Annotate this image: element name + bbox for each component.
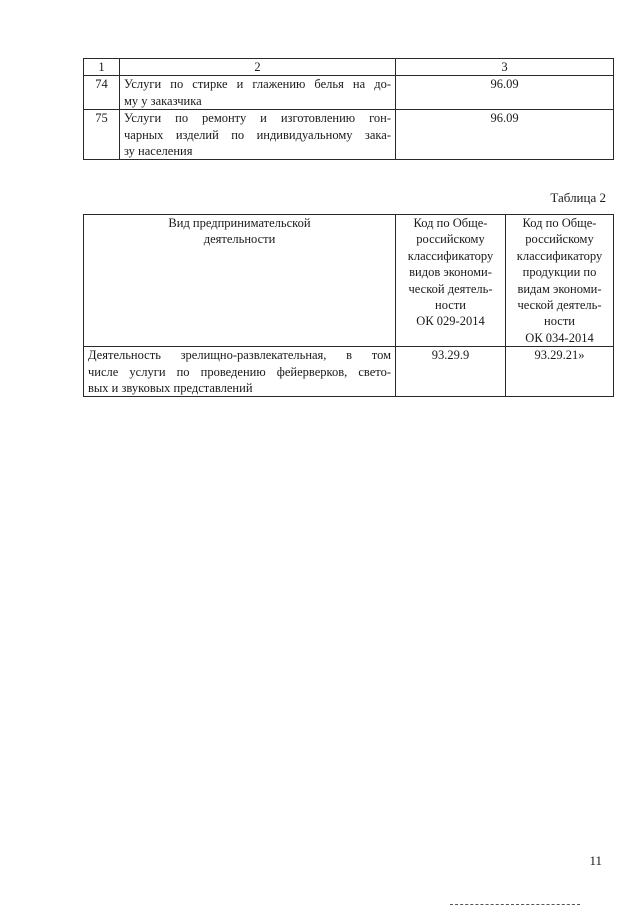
row-number: 74 bbox=[84, 76, 120, 110]
okpd-code: 93.29.21» bbox=[506, 347, 614, 397]
table-header-row bbox=[84, 59, 614, 76]
header-activity bbox=[84, 215, 396, 347]
service-name-line: Услуги по ремонту и изготовлению гон- bbox=[124, 111, 391, 126]
header-okved bbox=[396, 215, 506, 347]
header-okpd bbox=[506, 215, 614, 347]
header-line: Код по Обще- bbox=[522, 216, 597, 230]
header-line: классификатору bbox=[516, 248, 603, 263]
activity-name bbox=[84, 347, 396, 397]
header-line: ческой деятель- bbox=[517, 298, 602, 313]
service-name-line: Услуги по стирке и глажению белья на до- bbox=[124, 77, 391, 92]
table-row bbox=[84, 110, 614, 160]
row-number: 75 bbox=[84, 110, 120, 160]
service-name bbox=[120, 110, 396, 160]
header-line: российскому bbox=[416, 232, 485, 247]
header-line: ности bbox=[435, 298, 466, 313]
activity-line: числе услуги по проведению фейерверков, свето- bbox=[88, 364, 391, 379]
okved-code: 93.29.9 bbox=[396, 347, 506, 397]
header-col-2: 2 bbox=[120, 59, 396, 76]
table-header-row bbox=[84, 215, 614, 347]
service-name-line: зу населения bbox=[124, 144, 193, 159]
table-caption: Таблица 2 bbox=[550, 190, 606, 205]
header-line: ческой деятель- bbox=[408, 281, 493, 296]
header-line: Код по Обще- bbox=[413, 216, 488, 230]
header-line: видам экономи- bbox=[517, 281, 602, 296]
header-line: классификатору bbox=[407, 248, 494, 263]
service-name bbox=[120, 76, 396, 110]
services-table bbox=[83, 58, 614, 160]
header-line: видов экономи- bbox=[409, 265, 492, 280]
header-line: российскому bbox=[525, 232, 594, 247]
header-col-3: 3 bbox=[396, 59, 614, 76]
table-row bbox=[84, 76, 614, 110]
header-line: ности bbox=[544, 314, 575, 329]
activity-table bbox=[83, 214, 614, 397]
activity-line: вых и звуковых представлений bbox=[88, 381, 253, 396]
header-line: ОК 029-2014 bbox=[416, 314, 485, 329]
page-number: 11 bbox=[589, 853, 602, 868]
header-col-1: 1 bbox=[84, 59, 120, 76]
service-code: 96.09 bbox=[396, 110, 614, 160]
service-name-line: му у заказчика bbox=[124, 93, 202, 108]
header-line: продукции по bbox=[522, 265, 597, 280]
service-code: 96.09 bbox=[396, 76, 614, 110]
table-row bbox=[84, 347, 614, 397]
header-line: Вид предпринимательской bbox=[168, 216, 311, 230]
activity-line: Деятельность зрелищно-развлекательная, в том bbox=[88, 348, 391, 363]
service-name-line: чарных изделий по индивидуальному зака- bbox=[124, 127, 391, 142]
header-line: ОК 034-2014 bbox=[525, 330, 594, 345]
header-line: деятельности bbox=[203, 232, 276, 247]
